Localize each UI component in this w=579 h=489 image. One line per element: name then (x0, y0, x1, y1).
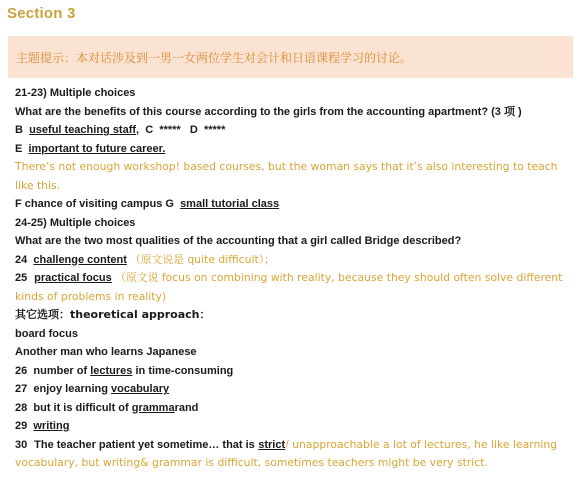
q30-pre: The teacher patient yet sometime… that is (34, 438, 255, 451)
q24-answer: challenge content (33, 253, 127, 266)
option-d-letter: D (189, 124, 198, 136)
q24-line (15, 251, 567, 270)
q26-number: 26 (15, 364, 28, 377)
q26-pre: number of (33, 364, 88, 377)
q21-23-option-e (15, 140, 567, 159)
q25-note: （原文说 focus on combining with reality, because they should often solve different kinds of problems in reality) (15, 271, 563, 303)
q30-number: 30 (15, 438, 28, 451)
other-options-label: 其它选项：theoretical approach： (15, 308, 211, 321)
topic-text: 主题提示：本对话涉及到一男一女两位学生对会计和日语课程学习的讨论。 (16, 51, 413, 65)
option-d-stars: ***** (203, 124, 226, 136)
q28-line (15, 399, 567, 418)
q24-25-header: 24-25) Multiple choices (15, 216, 136, 229)
q28-number: 28 (15, 401, 28, 414)
q29-answer: writing (33, 420, 70, 432)
q29-number: 29 (15, 420, 28, 432)
q26-30-header: Another man who learns Japanese (15, 346, 197, 358)
option-e-letter: E (15, 142, 23, 155)
option-b-answer: useful teaching staff, (29, 124, 140, 136)
q24-25-question: What are the two most qualities of the accounting that a girl called Bridge described? (15, 235, 462, 247)
option-g-answer: small tutorial class (180, 198, 280, 210)
board-focus: board focus (15, 327, 78, 340)
answer-content (15, 84, 567, 473)
section-title: Section 3 (7, 5, 76, 22)
q24-note: （原文说是 quite difficult）； (129, 252, 275, 266)
topic-banner (8, 36, 573, 78)
option-e-answer: important to future career. (28, 142, 166, 155)
q30-note: / unapproachable a lot of lectures, he like learning vocabulary, but writing& grammar is difficult, sometimes teachers might be very strict. (15, 437, 558, 469)
q21-23-options-bcd (15, 121, 567, 140)
q27-answer: vocabulary (111, 383, 170, 395)
q27-number: 27 (15, 383, 28, 395)
option-f-text: F chance of visiting campus G (15, 198, 174, 210)
q27-line (15, 380, 567, 399)
q21-23-header: 21-23) Multiple choices (15, 87, 136, 99)
q24-number: 24 (15, 253, 28, 266)
q21-23-options-fg (15, 195, 567, 214)
q28-answer: gramma (131, 401, 175, 414)
q26-post: in time-consuming (135, 364, 234, 377)
option-c-stars: ***** (159, 124, 181, 136)
q21-23-question: What are the benefits of this course according to the girls from the accounting apartment? (3 项 ) (15, 105, 522, 118)
q30-block (15, 436, 565, 473)
q28-post: rand (174, 401, 199, 414)
q30-answer: strict (258, 438, 286, 451)
q25-answer: practical focus (34, 272, 112, 284)
option-c-letter: C (145, 124, 154, 136)
q26-answer: lectures (90, 364, 133, 377)
option-b-letter: B (15, 124, 23, 136)
q28-pre: but it is difficult of (33, 401, 129, 414)
q25-number: 25 (15, 272, 28, 284)
option-e-note: There’s not enough workshop! based courses, but the woman says that it’s also interesting to teach like this. (15, 160, 558, 192)
q25-block (15, 269, 565, 306)
q29-line (15, 417, 567, 436)
q27-pre: enjoy learning (33, 383, 108, 395)
q26-line (15, 362, 567, 381)
